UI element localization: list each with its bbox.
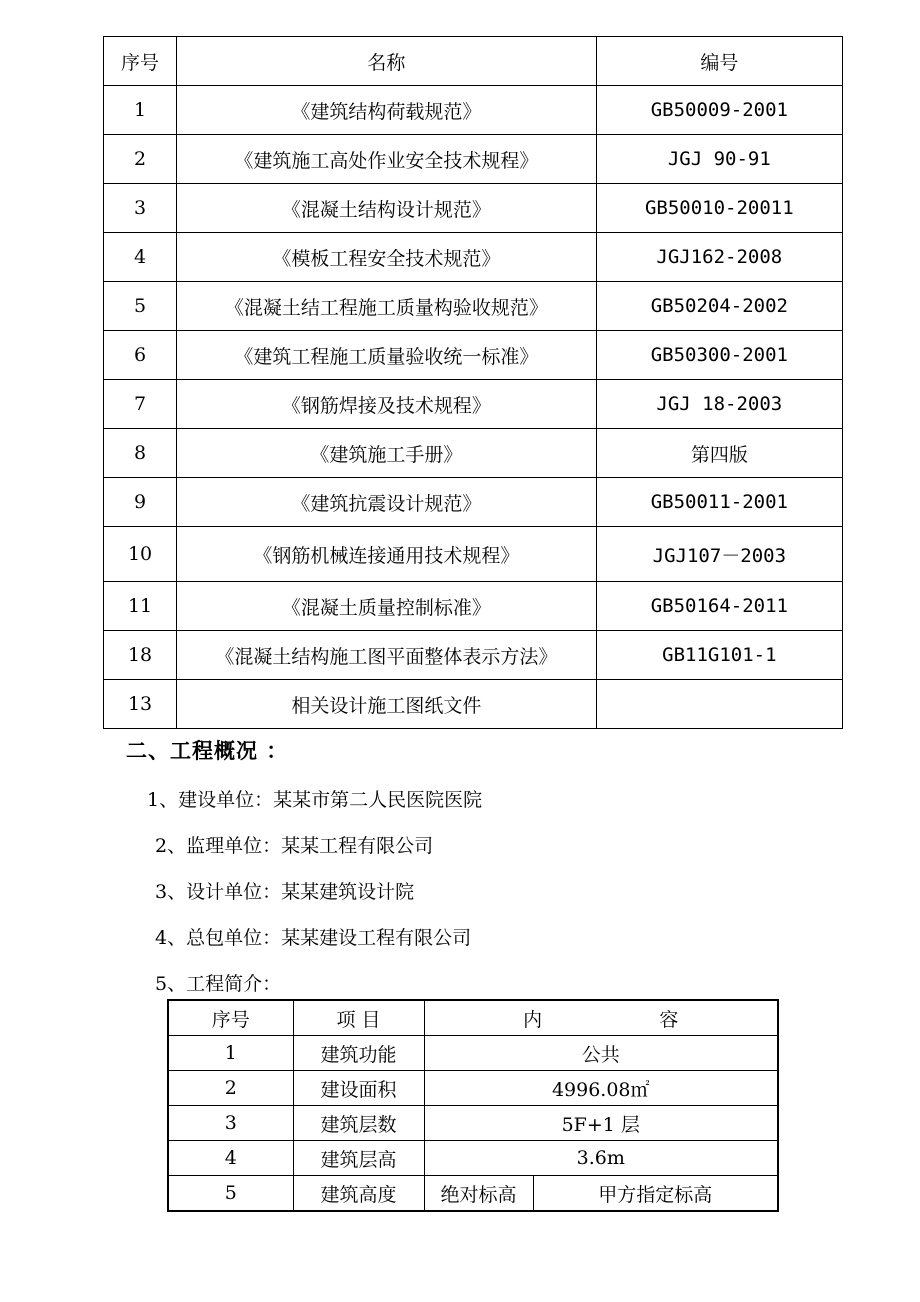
row-code: GB50300-2001 <box>596 331 842 380</box>
row-no: 10 <box>104 527 177 582</box>
overview-header-content <box>424 1000 778 1036</box>
row-name: 《混凝土结构设计规范》 <box>177 184 597 233</box>
table-row <box>104 478 843 527</box>
row-code: GB50164-2011 <box>596 582 842 631</box>
row-name: 《建筑施工高处作业安全技术规程》 <box>177 135 597 184</box>
row-no: 13 <box>104 680 177 729</box>
row-no: 9 <box>104 478 177 527</box>
overview-row-content-left: 绝对标高 <box>425 1176 534 1210</box>
table-row <box>104 527 843 582</box>
section-title: 二、工程概况 ： <box>126 739 289 763</box>
row-code: GB50011-2001 <box>596 478 842 527</box>
table-row <box>104 233 843 282</box>
overview-row-item: 建筑功能 <box>293 1036 424 1071</box>
row-no: 3 <box>104 184 177 233</box>
row-code: GB50009-2001 <box>596 86 842 135</box>
row-no: 8 <box>104 429 177 478</box>
overview-row <box>168 1176 778 1212</box>
header-code: 编号 <box>596 37 842 86</box>
overview-row-item: 建筑高度 <box>293 1176 424 1212</box>
row-name: 《建筑施工手册》 <box>177 429 597 478</box>
overview-row-no: 1 <box>168 1036 293 1071</box>
overview-row-item: 建筑层高 <box>293 1141 424 1176</box>
row-code: JGJ 18-2003 <box>596 380 842 429</box>
table-row <box>104 282 843 331</box>
overview-row-no: 3 <box>168 1106 293 1141</box>
overview-row-item: 建设面积 <box>293 1071 424 1106</box>
row-name: 《混凝土结构施工图平面整体表示方法》 <box>177 631 597 680</box>
info-line-supervisor: 2、监理单位：某某工程有限公司 <box>155 835 434 857</box>
table-row <box>104 582 843 631</box>
table-row <box>104 429 843 478</box>
row-code: GB11G101-1 <box>596 631 842 680</box>
overview-row-content: 4996.08㎡ <box>424 1071 778 1106</box>
row-code: GB50204-2002 <box>596 282 842 331</box>
row-name: 相关设计施工图纸文件 <box>177 680 597 729</box>
row-code: GB50010-20011 <box>596 184 842 233</box>
overview-header-no: 序号 <box>168 1000 293 1036</box>
overview-row <box>168 1071 778 1106</box>
table-row <box>104 680 843 729</box>
overview-row <box>168 1106 778 1141</box>
overview-header-content-a: 内 <box>523 1008 543 1031</box>
header-name: 名称 <box>177 37 597 86</box>
table-row <box>104 135 843 184</box>
info-line-builder: 1、建设单位：某某市第二人民医院医院 <box>147 789 483 811</box>
row-no: 18 <box>104 631 177 680</box>
overview-row-content: 5F+1 层 <box>424 1106 778 1141</box>
overview-row <box>168 1036 778 1071</box>
overview-row-content-right: 甲方指定标高 <box>598 1183 713 1206</box>
table-row <box>104 86 843 135</box>
overview-row-no: 2 <box>168 1071 293 1106</box>
row-code: JGJ162-2008 <box>596 233 842 282</box>
row-name: 《建筑抗震设计规范》 <box>177 478 597 527</box>
row-no: 5 <box>104 282 177 331</box>
table-row <box>104 331 843 380</box>
row-no: 6 <box>104 331 177 380</box>
row-code: JGJ107－2003 <box>596 527 842 582</box>
overview-header-row <box>168 1000 778 1036</box>
row-no: 4 <box>104 233 177 282</box>
row-no: 7 <box>104 380 177 429</box>
row-no: 11 <box>104 582 177 631</box>
info-line-designer: 3、设计单位：某某建筑设计院 <box>155 881 415 903</box>
table-row <box>104 631 843 680</box>
row-name: 《建筑结构荷载规范》 <box>177 86 597 135</box>
table-header-row <box>104 37 843 86</box>
table-row <box>104 184 843 233</box>
standards-table <box>103 36 843 729</box>
row-name: 《混凝土结工程施工质量构验收规范》 <box>177 282 597 331</box>
row-name: 《钢筋焊接及技术规程》 <box>177 380 597 429</box>
row-name: 《钢筋机械连接通用技术规程》 <box>177 527 597 582</box>
overview-row-no: 4 <box>168 1141 293 1176</box>
row-no: 2 <box>104 135 177 184</box>
info-line-contractor: 4、总包单位：某某建设工程有限公司 <box>155 927 472 949</box>
row-code: 第四版 <box>596 429 842 478</box>
overview-row <box>168 1141 778 1176</box>
overview-table <box>167 999 779 1212</box>
overview-row-content: 3.6m <box>424 1141 778 1176</box>
overview-row-no: 5 <box>168 1176 293 1212</box>
row-name: 《混凝土质量控制标准》 <box>177 582 597 631</box>
overview-header-content-b: 容 <box>659 1008 679 1031</box>
row-name: 《建筑工程施工质量验收统一标准》 <box>177 331 597 380</box>
overview-row-content: 公共 <box>424 1036 778 1071</box>
row-code <box>596 680 842 729</box>
table-row <box>104 380 843 429</box>
header-no: 序号 <box>104 37 177 86</box>
row-name: 《模板工程安全技术规范》 <box>177 233 597 282</box>
overview-row-content <box>424 1176 778 1212</box>
overview-header-item: 项 目 <box>293 1000 424 1036</box>
row-code: JGJ 90-91 <box>596 135 842 184</box>
overview-row-item: 建筑层数 <box>293 1106 424 1141</box>
row-no: 1 <box>104 86 177 135</box>
info-line-intro: 5、工程简介： <box>155 973 282 995</box>
